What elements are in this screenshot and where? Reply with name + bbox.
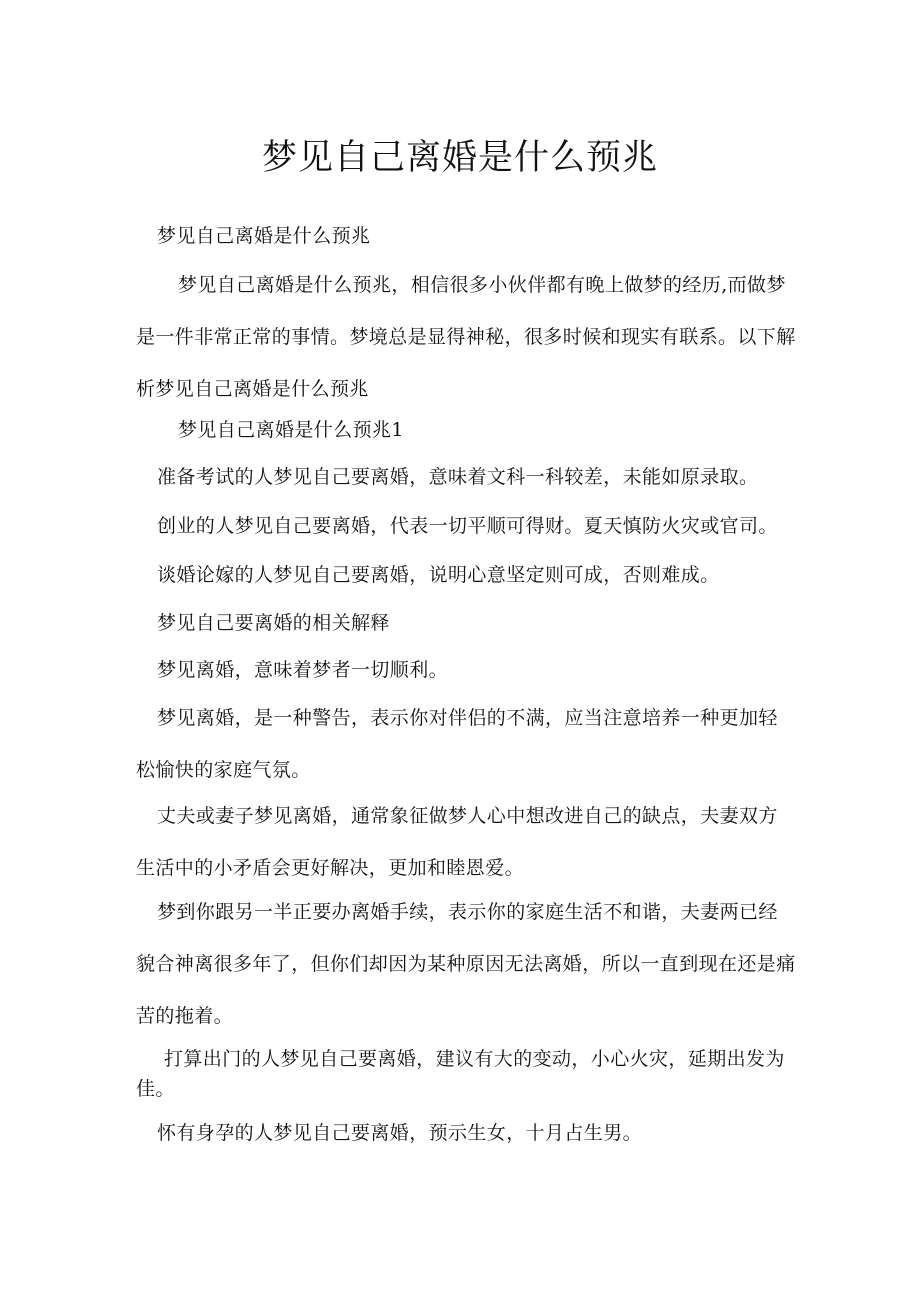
paragraph-travel: 打算出门的人梦见自己要离婚，建议有大的变动，小心火灾，延期出发为佳。: [136, 1048, 785, 1100]
paragraph-divorce-procedure: 梦到你跟另一半正要办离婚手续，表示你的家庭生活不和谐，夫妻两已经貌合神离很多年了，但你们却因为某种原因无法离婚，所以一直到现在还是痛苦的拖着。: [136, 901, 796, 1027]
paragraph-business: 创业的人梦见自己要离婚，代表一切平顺可得财。夏天慎防火灾或官司。: [157, 515, 778, 537]
section-heading-1: 梦见自己离婚是什么预兆1: [178, 419, 404, 441]
section-heading-2: 梦见自己要离婚的相关解释: [157, 612, 390, 634]
subheading: 梦见自己离婚是什么预兆: [157, 225, 371, 247]
paragraph-exam: 准备考试的人梦见自己要离婚，意味着文科一科较差，未能如原录取。: [157, 466, 759, 488]
intro-paragraph: 梦见自己离婚是什么预兆，相信很多小伙伴都有晚上做梦的经历,而做梦是一件非常正常的事情。梦境总是显得神秘，很多时候和现实有联系。以下解析梦见自己离婚是什么预兆: [136, 274, 796, 400]
paragraph-marriage: 谈婚论嫁的人梦见自己要离婚，说明心意坚定则可成，否则难成。: [157, 564, 720, 586]
paragraph-spouse: 丈夫或妻子梦见离婚，通常象征做梦人心中想改进自己的缺点，夫妻双方生活中的小矛盾会更好解决，更加和睦恩爱。: [136, 805, 778, 879]
paragraph-warning: 梦见离婚，是一种警告，表示你对伴侣的不满，应当注意培养一种更加轻松愉快的家庭气氛。: [136, 707, 778, 781]
document-title: 梦见自己离婚是什么预兆: [261, 138, 658, 178]
paragraph-smooth: 梦见离婚，意味着梦者一切顺利。: [157, 659, 449, 681]
paragraph-pregnancy: 怀有身孕的人梦见自己要离婚，预示生女，十月占生男。: [157, 1122, 643, 1144]
